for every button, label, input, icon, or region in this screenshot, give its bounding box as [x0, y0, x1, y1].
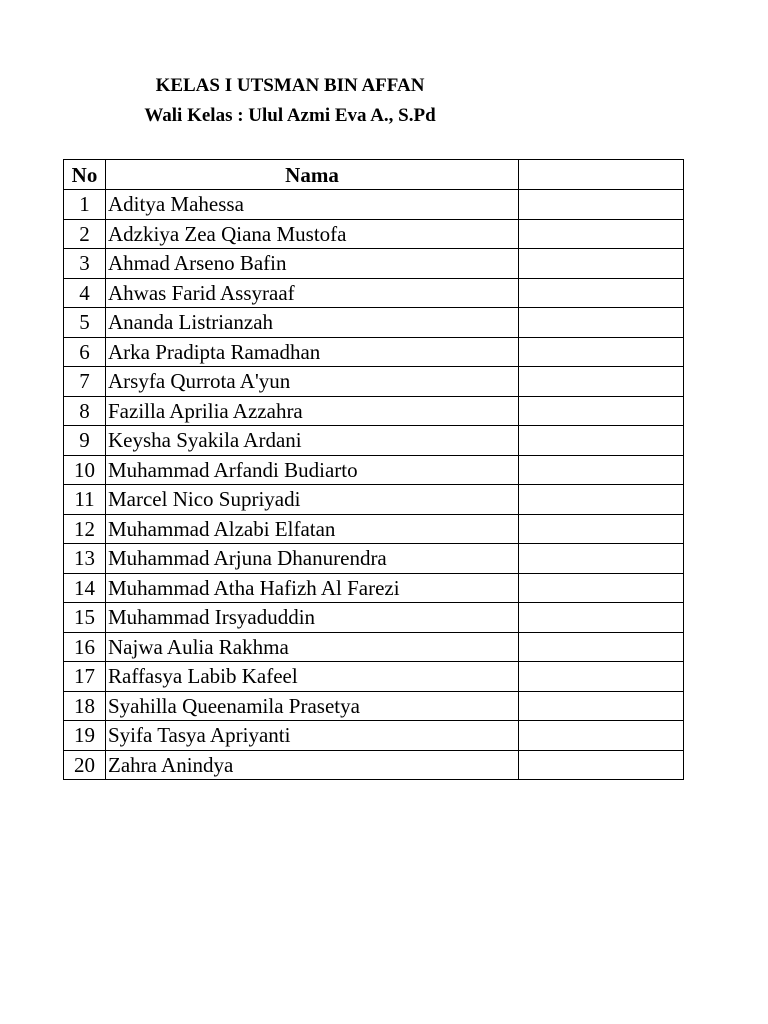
student-name: Aditya Mahessa	[106, 190, 519, 220]
student-name: Ahmad Arseno Bafin	[106, 249, 519, 279]
blank-cell	[519, 603, 684, 633]
student-name: Marcel Nico Supriyadi	[106, 485, 519, 515]
row-number: 18	[64, 691, 106, 721]
blank-cell	[519, 573, 684, 603]
table-body	[64, 190, 684, 780]
table-row	[64, 632, 684, 662]
blank-cell	[519, 691, 684, 721]
student-name: Syahilla Queenamila Prasetya	[106, 691, 519, 721]
row-number: 12	[64, 514, 106, 544]
student-name: Raffasya Labib Kafeel	[106, 662, 519, 692]
row-number: 6	[64, 337, 106, 367]
student-name: Muhammad Arfandi Budiarto	[106, 455, 519, 485]
student-name: Arka Pradipta Ramadhan	[106, 337, 519, 367]
student-name: Ahwas Farid Assyraaf	[106, 278, 519, 308]
table-row	[64, 662, 684, 692]
homeroom-teacher: Wali Kelas : Ulul Azmi Eva A., S.Pd	[144, 105, 436, 126]
table-row	[64, 514, 684, 544]
row-number: 14	[64, 573, 106, 603]
blank-cell	[519, 278, 684, 308]
table-header-row	[64, 160, 684, 190]
table-row	[64, 396, 684, 426]
table-row	[64, 485, 684, 515]
column-header-blank	[519, 160, 684, 190]
blank-cell	[519, 662, 684, 692]
student-name: Fazilla Aprilia Azzahra	[106, 396, 519, 426]
row-number: 8	[64, 396, 106, 426]
row-number: 13	[64, 544, 106, 574]
row-number: 10	[64, 455, 106, 485]
blank-cell	[519, 308, 684, 338]
student-name: Adzkiya Zea Qiana Mustofa	[106, 219, 519, 249]
table-row	[64, 249, 684, 279]
blank-cell	[519, 190, 684, 220]
table-row	[64, 455, 684, 485]
row-number: 15	[64, 603, 106, 633]
row-number: 1	[64, 190, 106, 220]
student-name: Ananda Listrianzah	[106, 308, 519, 338]
column-header-name: Nama	[106, 160, 519, 190]
row-number: 4	[64, 278, 106, 308]
table-row	[64, 426, 684, 456]
table-row	[64, 544, 684, 574]
row-number: 2	[64, 219, 106, 249]
row-number: 19	[64, 721, 106, 751]
blank-cell	[519, 396, 684, 426]
table-row	[64, 367, 684, 397]
table-row	[64, 573, 684, 603]
student-name: Syifa Tasya Apriyanti	[106, 721, 519, 751]
table-row	[64, 337, 684, 367]
row-number: 3	[64, 249, 106, 279]
row-number: 16	[64, 632, 106, 662]
row-number: 20	[64, 750, 106, 780]
table-row	[64, 721, 684, 751]
blank-cell	[519, 485, 684, 515]
table-row	[64, 750, 684, 780]
row-number: 11	[64, 485, 106, 515]
row-number: 7	[64, 367, 106, 397]
blank-cell	[519, 249, 684, 279]
blank-cell	[519, 632, 684, 662]
student-name: Muhammad Alzabi Elfatan	[106, 514, 519, 544]
table-row	[64, 308, 684, 338]
row-number: 9	[64, 426, 106, 456]
table-row	[64, 603, 684, 633]
row-number: 17	[64, 662, 106, 692]
column-header-no: No	[64, 160, 106, 190]
blank-cell	[519, 367, 684, 397]
blank-cell	[519, 455, 684, 485]
row-number: 5	[64, 308, 106, 338]
student-name: Muhammad Irsyaduddin	[106, 603, 519, 633]
student-name: Muhammad Arjuna Dhanurendra	[106, 544, 519, 574]
student-roster-table	[63, 159, 684, 780]
blank-cell	[519, 721, 684, 751]
blank-cell	[519, 337, 684, 367]
student-name: Muhammad Atha Hafizh Al Farezi	[106, 573, 519, 603]
blank-cell	[519, 544, 684, 574]
student-name: Najwa Aulia Rakhma	[106, 632, 519, 662]
blank-cell	[519, 750, 684, 780]
student-name: Keysha Syakila Ardani	[106, 426, 519, 456]
student-name: Zahra Anindya	[106, 750, 519, 780]
class-title: KELAS I UTSMAN BIN AFFAN	[155, 75, 425, 96]
blank-cell	[519, 514, 684, 544]
student-name: Arsyfa Qurrota A'yun	[106, 367, 519, 397]
table-row	[64, 278, 684, 308]
blank-cell	[519, 219, 684, 249]
table-row	[64, 219, 684, 249]
blank-cell	[519, 426, 684, 456]
table-row	[64, 190, 684, 220]
table-row	[64, 691, 684, 721]
